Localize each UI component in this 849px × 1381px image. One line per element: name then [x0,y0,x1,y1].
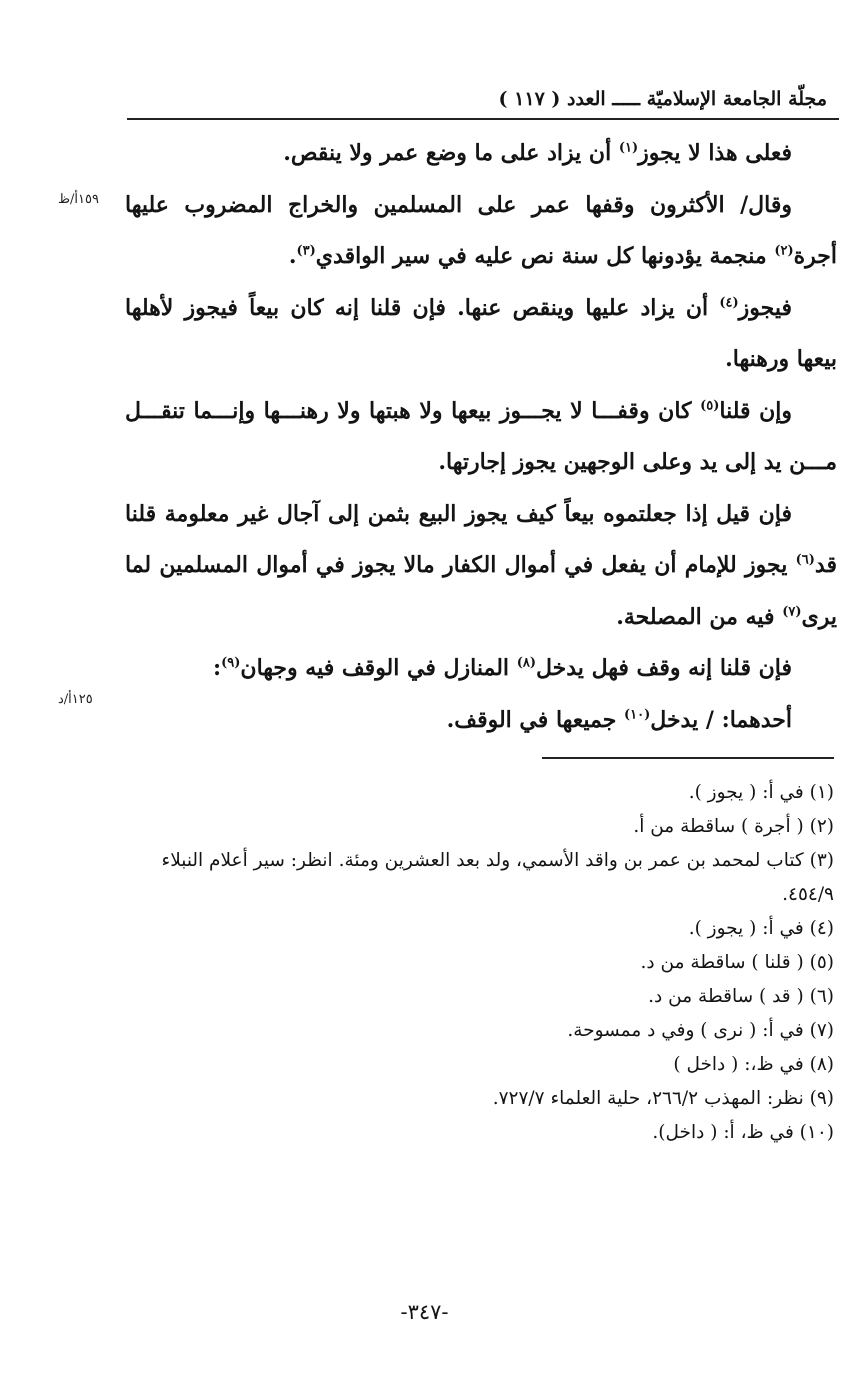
paragraph: أحدهما: / يدخل$^{(١٠)}$ جميعها في الوقف. [446,706,792,733]
journal-title: مجلّة الجامعة الإسلاميّة ـــــ العدد ( ١١٧ ) [498,88,827,110]
footnote: (١) في أ: ( يجوز ). [688,782,834,803]
footnote: (١٠) في ظ، أ: ( داخل). [652,1122,834,1143]
manuscript-folio-note: ١٢٥أ/د [58,692,93,707]
paragraph: فيجوز$^{(٤)}$ أن يزاد عليها وينقص عنها. فإن قلنا إنه كان بيعاً فيجوز لأهلها بيعها ورهنها. [125,294,837,372]
footnote: (٩) نظر: المهذب ٢٦٦/٢، حلية العلماء ٧٢٧/٧. [492,1088,834,1109]
footnote-ref: (٦) [795,552,815,568]
main-text [125,128,837,746]
footnote: (٥) ( قلنا ) ساقطة من د. [640,952,834,973]
paragraph: وإن قلنا$^{(٥)}$ كان وقفـــا لا يجـــوز بيعها ولا هبتها ولا رهنـــها وإنـــما تنقـــل مـــن يد إلى يد وعلى الوجهين يجوز إجارتها. [125,397,837,475]
footnote-ref: (٤) [719,295,739,311]
footnote-ref: (٣) [296,243,316,259]
footnote: (٢) ( أجرة ) ساقطة من أ. [633,816,834,837]
footnotes-list [110,776,834,1150]
footnote-ref: (١) [618,140,639,156]
paragraph: وقال/ الأكثرون وقفها عمر على المسلمين والخراج المضروب عليها أجرة$^{(٢)}$ منجمة يؤدونها كل سنة نص عليه في سير الواقدي$^{(٣)}$. [125,191,837,269]
paragraph: فعلى هذا لا يجوز$^{(١)}$ أن يزاد على ما وضع عمر ولا ينقص. [283,140,792,166]
running-header [127,80,839,120]
footnote-ref: (٧) [782,604,802,620]
footnote: (٣) كتاب لمحمد بن عمر بن واقد الأسمي، ولد بعد العشرين ومئة. انظر: سير أعلام النبلاء ٤٥٤/٩. [161,850,834,905]
footnote: (٨) في ظ،: ( داخل ) [673,1054,834,1075]
footnote-ref: (٥) [700,398,720,414]
footnote-ref: (٢) [774,243,794,259]
paragraph: فإن قيل إذا جعلتموه بيعاً كيف يجوز البيع بثمن إلى آجال غير معلومة قلنا قد$^{(٦)}$ يجوز للإمام أن يفعل في أموال الكفار مالا يجوز في أموال المسلمين لما يرى$^{(٧)}$ فيه من المصلحة. [125,500,837,630]
manuscript-folio-note: ١٥٩أ/ظ [58,192,99,207]
footnote: (٤) في أ: ( يجوز ). [688,918,834,939]
footnote-ref: (٩) [221,655,241,671]
paragraph: فإن قلنا إنه وقف فهل يدخل$^{(٨)}$ المنازل في الوقف فيه وجهان$^{(٩)}$: [212,655,792,681]
page-number: -٣٤٧- [400,1300,449,1324]
footnote: (٧) في أ: ( نرى ) وفي د ممسوحة. [567,1020,834,1041]
footnote: (٦) ( قد ) ساقطة من د. [648,986,834,1007]
footnote-ref: (١٠) [624,707,651,723]
footnote-divider [542,757,834,759]
footnote-ref: (٨) [516,655,536,671]
